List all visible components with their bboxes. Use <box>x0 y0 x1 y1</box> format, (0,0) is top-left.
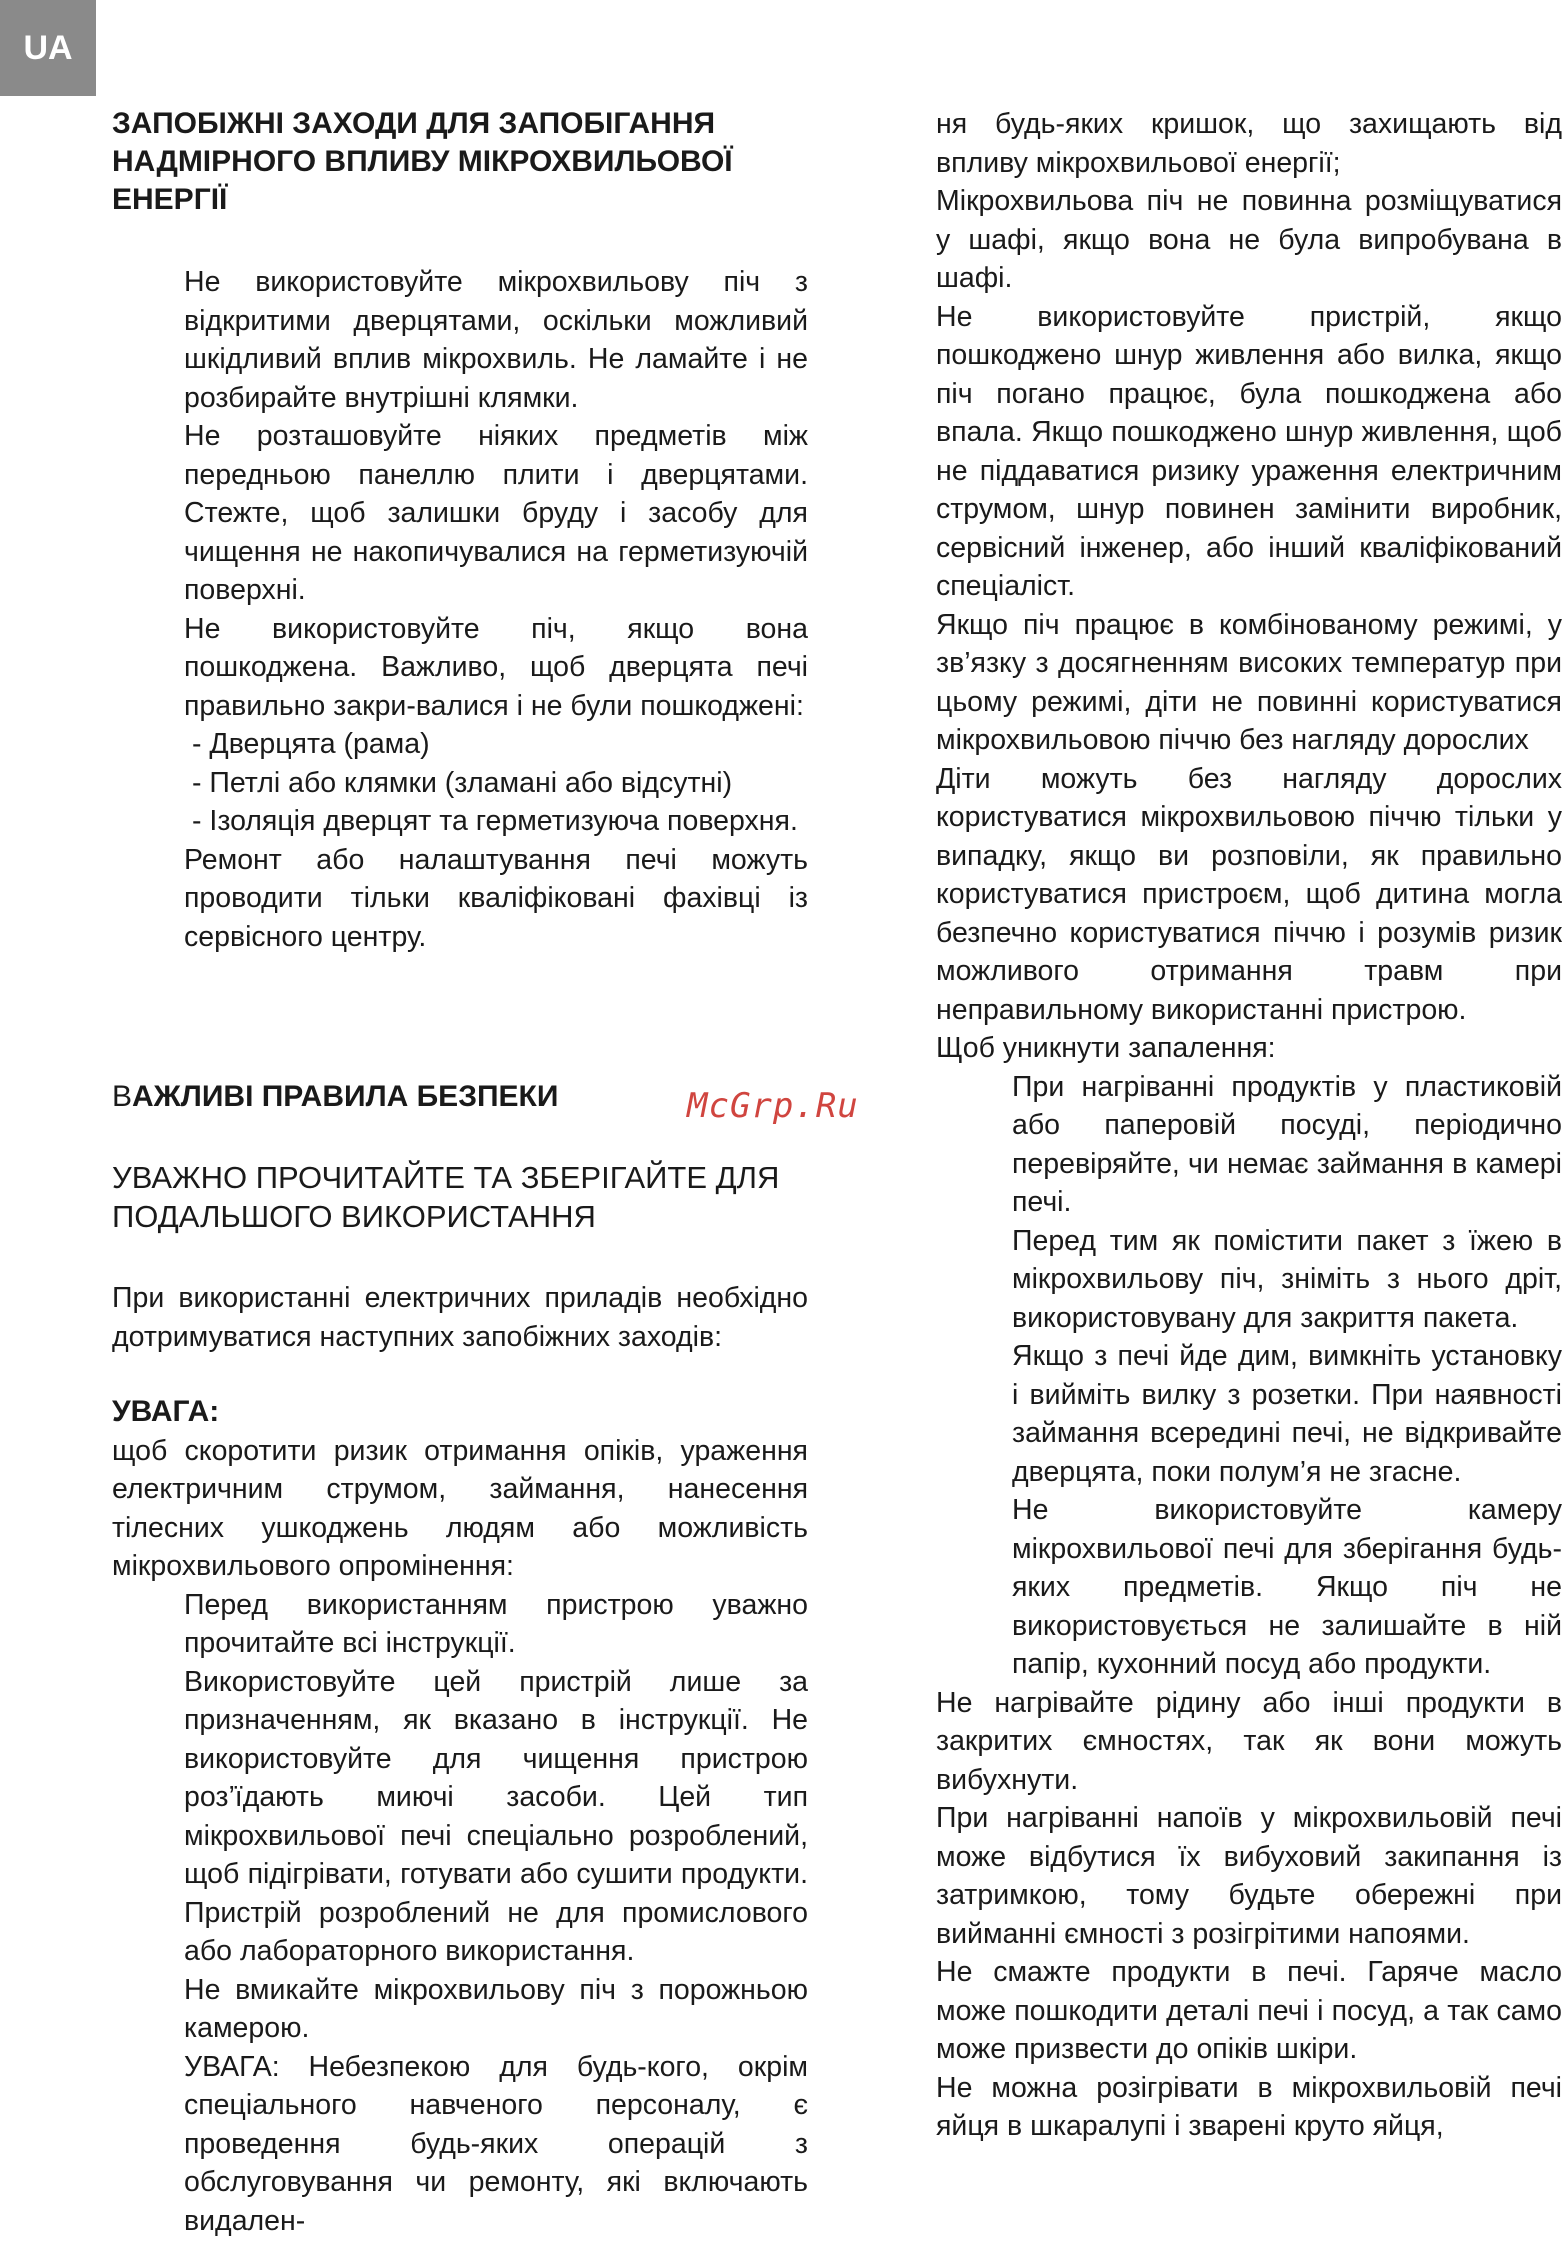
paragraph: Використовуйте цей пристрій лише за призначенням, як вказано в інструкції. Не використовуйте для чищення пристрою роз’їдають миючі засоби. Цей тип мікрохвильової печі спеціально розроблений, щоб підігрівати, готувати або сушити продукти. Пристрій розроблений не для промислового або лабораторного використання. <box>184 1665 808 1967</box>
watermark: McGrp.Ru <box>687 1086 859 1126</box>
heading-initial: В <box>112 1080 133 1113</box>
rules-block <box>112 1586 808 2241</box>
paragraph: Перед тим як помістити пакет з їжею в мікрохвильову піч, зніміть з нього дріт, використовувану для закриття пакета. <box>1012 1224 1562 1334</box>
language-tab: UA <box>0 0 96 96</box>
paragraph: Не можна розігрівати в мікрохвильовій печі яйця в шкаралупі і зварені круто яйця, <box>936 2071 1562 2142</box>
paragraph: Не вмикайте мікрохвильову піч з порожньою камерою. <box>184 1973 808 2044</box>
right-column <box>936 105 1562 2146</box>
paragraph: Не розташовуйте ніяких предметів між передньою панеллю плити і дверцятами. Стежте, щоб залишки бруду і засобу для чищення не накопичувалися на герметизуючій поверхні. <box>184 420 808 606</box>
fire-prevention-block <box>936 1068 1562 1684</box>
list-item: - Петлі або клямки (зламані або відсутні) <box>192 766 733 799</box>
list-item: - Ізоляція дверцят та герметизуюча поверхня. <box>192 805 798 837</box>
paragraph: Не використовуйте пристрій, якщо пошкоджено шнур живлення або вилка, якщо піч погано працює, була пошкоджена або впала. Якщо пошкоджено шнур живлення, щоб не піддаватися ризику ураження електричним струмом, шнур повинен замінити виробник, сервісний інженер, або інший кваліфікований спеціаліст. <box>936 300 1562 602</box>
paragraph: ня будь-яких кришок, що захищають від впливу мікрохвильової енергії; <box>936 108 1562 179</box>
paragraph: Ремонт або налаштування печі можуть проводити тільки кваліфіковані фахівці із сервісного центру. <box>184 843 808 953</box>
paragraph: Не використовуйте камеру мікрохвильової печі для зберігання будь-яких предметів. Якщо піч не використовується не залишайте в ній папір, кухонний посуд або продукти. <box>1012 1494 1562 1680</box>
warning-text: щоб скоротити ризик отримання опіків, ураження електричним струмом, займання, нанесення тілесних ушкоджень людям або можливість мікрохвильового опромінення: <box>112 1434 808 1582</box>
paragraph: Якщо піч працює в комбінованому режимі, у зв’язку з досягненням високих температур при цьому режимі, діти не повинні користуватися мікрохвильовою піччю без нагляду дорослих <box>936 608 1562 756</box>
paragraph: УВАГА: Небезпекою для будь-кого, окрім спеціального навченого персоналу, є проведення будь-яких операцій з обслуговування чи ремонту, які включають видален- <box>184 2050 808 2237</box>
intro-paragraph: При використанні електричних приладів необхідно дотримуватися наступних запобіжних заходів: <box>112 1282 808 1353</box>
left-column <box>112 105 808 2240</box>
paragraph: При нагріванні продуктів у пластиковій або паперовій посуді, періодично перевіряйте, чи немає займання в камері печі. <box>1012 1070 1562 1218</box>
section-heading-microwave-energy: ЗАПОБІЖНІ ЗАХОДИ ДЛЯ ЗАПОБІГАННЯ НАДМІРНОГО ВПЛИВУ МІКРОХВИЛЬОВОЇ ЕНЕРГІЇ <box>112 107 733 216</box>
paragraph: Перед використанням пристрою уважно прочитайте всі інструкції. <box>184 1588 808 1659</box>
section-heading-safety-rules <box>112 1078 808 1116</box>
paragraph: Щоб уникнути запалення: <box>936 1032 1276 1064</box>
warning-label: УВАГА: <box>112 1395 220 1428</box>
subheading-read-carefully: УВАЖНО ПРОЧИТАЙТЕ ТА ЗБЕРІГАЙТЕ ДЛЯ ПОДАЛЬШОГО ВИКОРИСТАННЯ <box>112 1160 780 1234</box>
paragraph: Мікрохвильова піч не повинна розміщуватися у шафі, якщо вона не була випробувана в шафі. <box>936 185 1562 294</box>
paragraph: Не смажте продукти в печі. Гаряче масло може пошкодити деталі печі і посуд, а так само може призвести до опіків шкіри. <box>936 1956 1562 2065</box>
paragraph: Якщо з печі йде дим, вимкніть установку і вийміть вилку з розетки. При наявності займання всередині печі, не відкривайте дверцята, поки полум’я не згасне. <box>1012 1340 1562 1488</box>
paragraph: При нагріванні напоїв у мікрохвильовій печі може відбутися їх вибуховий закипання із затримкою, тому будьте обережні при вийманні ємності з розігрітими напоями. <box>936 1802 1562 1950</box>
paragraph: Не використовуйте мікрохвильову піч з відкритими дверцятами, оскільки можливий шкідливий вплив мікрохвиль. Не ламайте і не розбирайте внутрішні клямки. <box>184 266 808 414</box>
paragraph: Не використовуйте піч, якщо вона пошкоджена. Важливо, щоб дверцята печі правильно закри-валися і не були пошкоджені: <box>184 612 808 722</box>
heading-rest: АЖЛИВІ ПРАВИЛА БЕЗПЕКИ <box>132 1080 559 1113</box>
precautions-block <box>112 263 808 956</box>
list-item: - Дверцята (рама) <box>192 728 430 760</box>
paragraph: Не нагрівайте рідину або інші продукти в закритих ємностях, так як вони можуть вибухнути. <box>936 1686 1562 1796</box>
paragraph: Діти можуть без нагляду дорослих користуватися мікрохвильовою піччю тільки у випадку, якщо ви розповіли, як правильно користуватися пристроєм, щоб дитина могла безпечно користуватися піччю і розумів ризик можливого отримання травм при неправильному використанні пристрою. <box>936 762 1562 1026</box>
